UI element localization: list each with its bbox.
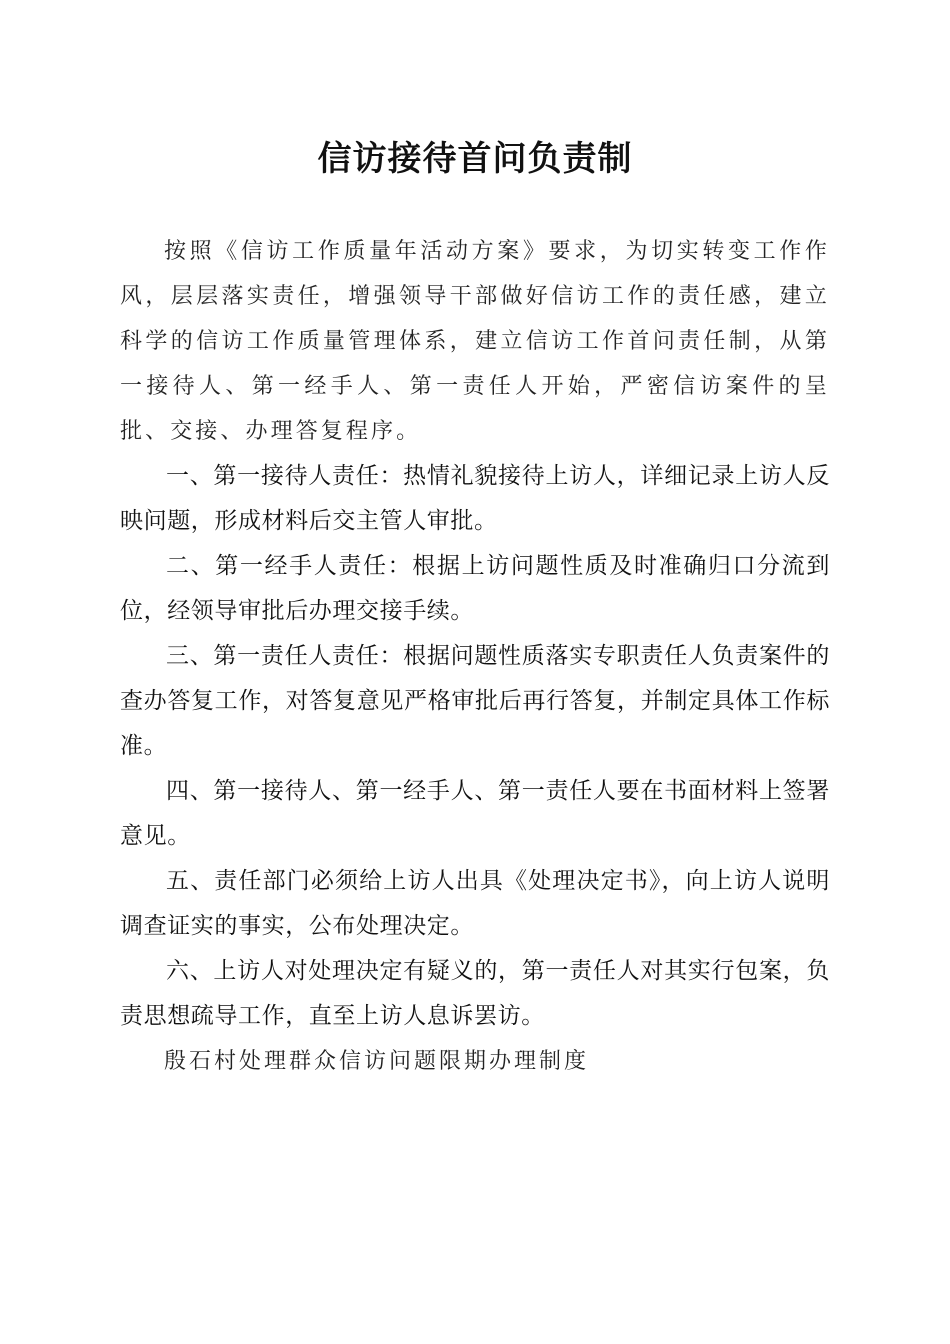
rule-item-1: 一、第一接待人责任：热情礼貌接待上访人，详细记录上访人反映问题，形成材料后交主管人审批。 [120,463,830,534]
rule-item-5: 五、责任部门必须给上访人出具《处理决定书》，向上访人说明调查证实的事实，公布处理决定。 [120,868,830,939]
intro-paragraph: 按照《信访工作质量年活动方案》要求，为切实转变工作作风，层层落实责任，增强领导干部做好信访工作的责任感，建立科学的信访工作质量管理体系，建立信访工作首问责任制，从第一接待人、第一经手人、第一责任人开始，严密信访案件的呈批、交接、办理答复程序。 [120,239,830,444]
document-body [120,229,830,1084]
rule-item-3: 三、第一责任人责任：根据问题性质落实专职责任人负责案件的查办答复工作，对答复意见严格审批后再行答复，并制定具体工作标准。 [120,643,830,759]
rule-item-6: 六、上访人对处理决定有疑义的，第一责任人对其实行包案，负责思想疏导工作，直至上访人息诉罢访。 [120,958,830,1029]
document-title: 信访接待首问负责制 [317,139,633,179]
rule-item-4: 四、第一接待人、第一经手人、第一责任人要在书面材料上签署意见。 [120,778,830,849]
rule-item-2: 二、第一经手人责任：根据上访问题性质及时准确归口分流到位，经领导审批后办理交接手续。 [120,553,830,624]
next-section-title: 殷石村处理群众信访问题限期办理制度 [164,1049,590,1074]
